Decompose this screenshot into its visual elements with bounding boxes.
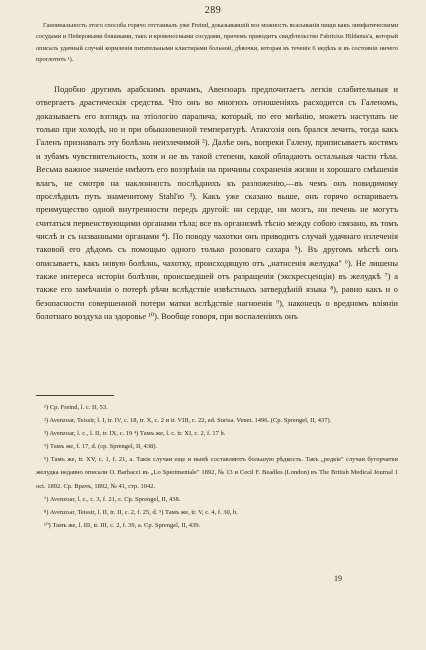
footnote: ⁷) Avenzoar, l. c., c. 3, f. 21, c. Cp. Sprengel, II, 438. — [44, 495, 181, 503]
footnote: ⁸) Avenzoar, Teissir, l. II, tr. II, c. 2, f. 25, d. ⁹) Тамъ же, tr. V, c. 4, f. 30, b. — [44, 508, 238, 516]
signature-mark: 19 — [334, 574, 342, 583]
footnotes — [36, 401, 398, 532]
introductory-paragraph: Ганоинальность этого способа горячо отстаивалъ уже Freind, доказывавшій воз можность всасыванія пищи какъ лимфатическими сосудами и Пейеровыми бляшками, такъ и кровеносными сосудами, причемъ приводитъ свидѣтельство Fabricius Hildanus'а, который описалъ удачный случай кормленія питательными клистирами больной, дѣвочки, которая въ теченіе 6 недѣль и въ состояніи ничего проглотить ¹). — [36, 22, 398, 64]
body-paragraph: Подобно другимъ арабскимъ врачамъ, Авензоаръ предпочитаетъ легкія слабительныя и отвергаетъ драстическія средства. Что онъ во многихъ отношеніяхъ расходится съ Галеномъ, доказываетъ его взглядъ на этіологію паралича, который, по его мнѣнію, можетъ наступать не только при холодѣ, но и при обыкновенной температурѣ. Атакгозія онъ брался лечить, тогда какъ Галенъ признавалъ эту болѣзнь неизлечимой ²). Далѣе онъ, вопреки Галену, приписываетъ костямъ и зубамъ чувствительность, хотя и не въ такой степени, какой обладаютъ остальныя части тѣла. Весьма важное значеніе имѣютъ его воззрѣнія на причины сохраненія жизни и хорошаго смѣшенія влагъ, не смотря на наклонность послѣднихъ къ разложенію,—въ чемъ онъ повидимому прослѣдилъ путь знаменитому Stahl'ю ³). Какъ уже сказано выше, онъ горячо оспариваетъ преимущество одной внутренности передъ другой: ни сердце, ни мозгъ, ни печень не могутъ считаться первенствующими органами тѣла; все въ организмѣ тѣсно между собою связано, въ томъ числѣ и съ названными органами ⁴). По поводу чахотки онъ приводитъ случай удачнаго излеченія таковой его дѣдомъ съ помощью одного только розоваго сахара ⁵). Въ другомъ мѣстѣ онъ описываетъ, какъ новую болѣзнь, чахотку, происходящую отъ „натнсенія желудка" ⁶). Не лишены также интереса исторіи болѣзни, происшедшей отъ разращенія (экскресценціи) въ желудкѣ ⁷) а также его замѣчанія о потерѣ рѣчи вслѣдствіе извѣстныхъ затвердѣній языка ⁸), равно какъ и о безопасности совершенной потери матки вслѣдствіе нагноенія ⁹), наконецъ о вредномъ вліяніи болотнаго воздуха на здоровье ¹⁰). Вообще говоря, при воспаленіяхъ онъ — [36, 84, 398, 322]
main-text — [36, 83, 398, 323]
footnote: ⁵) Тамъ же, f. 17, d. (ср. Sprengel, II, 438). — [44, 443, 158, 451]
footnote: ³) Avenzoar, l. c., l. II, tr. IX, c. 19 ⁴) Тамъ же, l. c. tr. XI, c. 2, f. 17 b. — [44, 430, 226, 438]
footnote: ²) Avenzoar, Teissir, l. I, tr. IV, c. 18, tr. X, c. 2 и tr. VIII, c. 22, ed. Surisa. Venet. 1496. (Cp. Sprengel, II, 437). — [44, 417, 332, 425]
footnote-rule — [36, 395, 114, 396]
footnote: ¹) Cp. Freind, l. c. II, 53. — [44, 404, 108, 411]
footnote: ⁶) Тамъ же, tr. XV, c. 1, f. 21, a. Такіе случаи еще и нынѣ составляютъ большую рѣдкость. Такъ „редкіе" случаи бугорчатки желудка недавно описали O. Barbacci въ „Lo Sperimentale" 1892, № 13 и Cecil F. Beadles (London) въ The British Medical Journal 1 oct. 1892. Ср. Врачъ, 1892, № 41, стр. 1042. — [36, 456, 398, 490]
footnote: ¹⁰) Тамъ же, l. III, tr. III, c. 2, f. 39, a. Cp. Sprengel, II, 439. — [44, 521, 201, 529]
page-number: 289 — [204, 5, 222, 16]
